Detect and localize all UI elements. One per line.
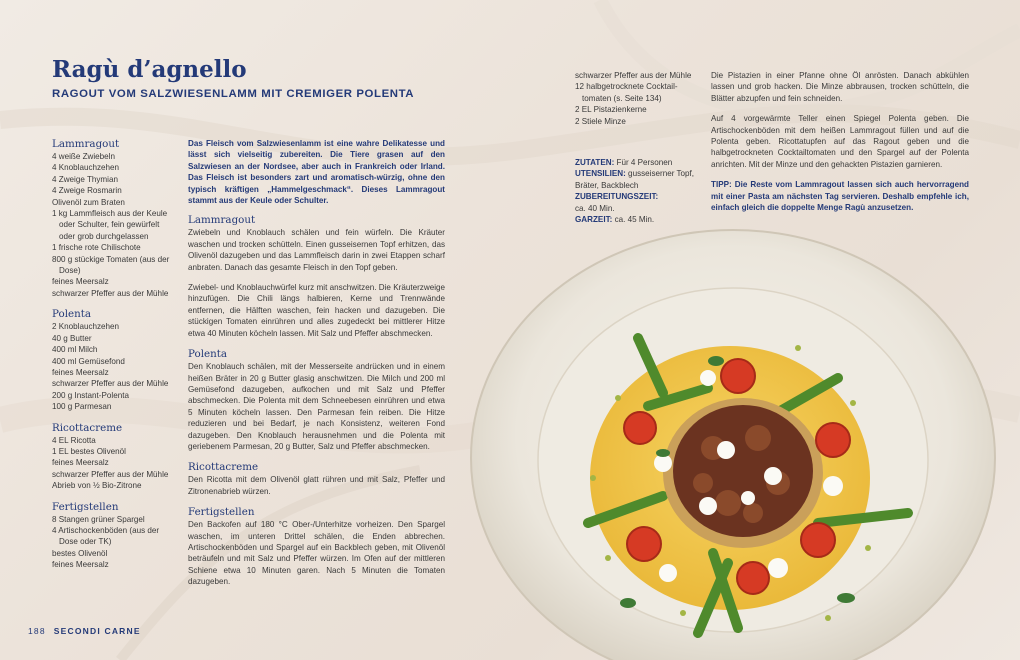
ingredient-item: 1 frische rote Chilischote (52, 243, 141, 253)
ingredient-item: 40 g Butter (52, 333, 92, 343)
ingredient-item: schwarzer Pfeffer aus der Mühle (52, 379, 169, 389)
ingredient-item: schwarzer Pfeffer aus der Mühle (52, 469, 169, 479)
ingredient-item: schwarzer Pfeffer aus der Mühle (575, 71, 692, 80)
ingredient-item: bestes Olivenöl (52, 548, 108, 558)
ingredient-item: feines Meersalz (52, 458, 109, 468)
ingredient-item: 8 Stangen grüner Spargel (52, 514, 145, 524)
info-value: gusseiserner Topf, Bräter, Backblech (575, 169, 695, 190)
method-paragraph: Den Knoblauch schälen, mit der Messerseite andrücken und in einem heißen Bräter in 20 g Butter glasig anschwitzen. Die Milch und 200 ml Gemüsefond dazugeben, aufkochen und mit Salz und Pfeffer abschmecken. Die Polenta mit dem Schneebesen einrühren und etwa 5 Minuten köcheln lassen. Den Parmesan fein reiben. Die Hitze reduzieren und bei Bedarf, je nach Konsistenz, weiteren Fond dazugeben. Den Knoblauch herausnehmen und die Polenta mit geriebenem Parmesan, 20 g Butter, Salz und Pfeffer abschmecken. (188, 362, 445, 451)
method-paragraph: Den Ricotta mit dem Olivenöl glatt rühren und mit Salz, Pfeffer und Zitronenabrieb würzen. (188, 475, 445, 496)
ingredient-item: tomaten (s. Seite 134) (582, 93, 662, 103)
ingredient-item: feines Meersalz (52, 367, 109, 377)
info-garzeit (575, 214, 700, 225)
ingredient-item: 2 Stiele Minze (575, 116, 626, 126)
tip-label: TIPP: (711, 180, 732, 190)
ingredients-heading-polenta: Polenta (52, 308, 92, 321)
ingredient-item: 200 g Instant-Polenta (52, 390, 129, 400)
info-zubereitungszeit (575, 191, 700, 202)
info-value: ca. 45 Min. (612, 215, 655, 225)
ingredient-item: 1 kg Lammfleisch aus der Keule (52, 209, 168, 219)
ingredient-item: 2 EL Pistazienkerne (575, 105, 647, 115)
final-steps-column (711, 70, 969, 213)
ingredient-item: 400 ml Gemüsefond (52, 356, 125, 366)
ingredient-item: feines Meersalz (52, 277, 109, 287)
info-zutaten (575, 157, 700, 168)
page-number: 188 (28, 626, 46, 636)
method-paragraph: Zwiebel- und Knoblauchwürfel kurz mit anschwitzen. Die Kräuterzweige hinzufügen. Die Chili längs halbieren, Kerne und Trennwände entfernen, die Hälften waschen, fein hacken und dazugeben. Die stückigen Tomaten einrühren und alles zugedeckt bei mittlerer Hitze etwa 40 Minuten köcheln lassen. Mit Salz und Pfeffer abschmecken. (188, 283, 445, 338)
section-name: SECONDI CARNE (53, 626, 141, 636)
ingredient-item: 2 Knoblauchzehen (52, 322, 120, 332)
ingredient-item: oder grob durchgelassen (59, 231, 149, 241)
method-heading-lammragout: Lammragout (188, 214, 256, 227)
ingredient-item: 100 g Parmesan (52, 402, 112, 412)
extra-ingredients-column (575, 70, 700, 225)
ingredient-item: Olivenöl zum Braten (52, 197, 125, 207)
recipe-title: Ragù d’agnello (52, 56, 247, 83)
info-label: ZUBEREITUNGSZEIT: (575, 192, 659, 202)
ingredient-item: 4 EL Ricotta (52, 435, 96, 445)
ingredient-item: 400 ml Milch (52, 345, 98, 355)
method-heading-ricottacreme: Ricottacreme (188, 461, 259, 474)
ingredient-item: 4 weiße Zwiebeln (52, 152, 115, 161)
ingredients-heading-fertigstellen: Fertigstellen (52, 500, 119, 513)
ingredient-item: Dose) (59, 266, 81, 276)
step-paragraph: Die Pistazien in einer Pfanne ohne Öl anrösten. Danach abkühlen lassen und grob hacken. Die Minze abbrausen, trocken schütteln, die Blätter abzupfen und fein schneiden. (711, 71, 969, 103)
intro-paragraph: Das Fleisch vom Salzwiesenlamm ist eine wahre Delikatesse und lässt sich vielseitig zubereiten. Die Tiere grasen auf den Salzwiesen an der Nordsee, aber auch in Frankreich oder Irland. Das Fleisch ist besonders zart und aromatisch-würzig, ohne den typisch kräftigen „Hammelgeschmack“. Dieses Lammragout stammt aus der Keule oder Schulter. (188, 139, 445, 206)
ingredient-item: 12 halbgetrocknete Cocktail- (575, 82, 678, 92)
ingredient-item: feines Meersalz (52, 560, 109, 570)
method-paragraph: Den Backofen auf 180 °C Ober-/Unterhitze vorheizen. Den Spargel waschen, im unteren Drittel schälen, die Enden abbrechen. Artischockenböden und Spargel auf ein Backblech geben, mit Olivenöl beträufeln und mit Salz und Pfeffer würzen. Im Ofen auf der mittleren Schiene etwa 10 Minuten garen. Nach 5 Minuten die Tomaten dazugeben. (188, 520, 445, 587)
ingredient-item: 4 Knoblauchzehen (52, 163, 120, 173)
dish-photo (468, 228, 1020, 660)
ingredient-item: Dose oder TK) (59, 537, 112, 547)
ingredient-item: oder Schulter, fein gewürfelt (59, 220, 160, 230)
method-column (188, 138, 445, 588)
step-paragraph: Auf 4 vorgewärmte Teller einen Spiegel Polenta geben. Die Artischockenböden mit dem heißen Lammragout füllen und auf die Polenta geben. Ricottatupfen auf das Ragout geben und die halbgetrockneten Cocktailtomaten und den Spargel auf der Polenta anrichten. Mit der Minze und den gehackten Pistazien garnieren. (711, 114, 969, 169)
tip-text: Die Reste vom Lammragout lassen sich auch hervorragend mit einer Pasta am nächsten Tag servieren. Deshalb empfehle ich, einfach gleich die doppelte Menge Ragù anzusetzen. (711, 180, 969, 213)
ingredients-heading-ricottacreme: Ricottacreme (52, 421, 123, 434)
info-label: UTENSILIEN: (575, 169, 626, 179)
method-paragraph: Zwiebeln und Knoblauch schälen und fein würfeln. Die Kräuter waschen und trocken schütteln. Einen gusseisernen Topf erhitzen, das Olivenöl dazugeben und das Lammfleisch darin in zwei Etappen scharf anbraten. Danach das gesamte Fleisch in den Topf geben. (188, 228, 445, 272)
info-label: GARZEIT: (575, 215, 613, 225)
tip-paragraph (711, 179, 969, 213)
info-zubereitungszeit-value: ca. 40 Min. (575, 203, 615, 213)
info-label: ZUTATEN: (575, 158, 615, 168)
info-utensilien (575, 168, 700, 191)
ingredient-item: 1 EL bestes Olivenöl (52, 446, 126, 456)
page-footer (28, 626, 141, 636)
recipe-subtitle: RAGOUT VOM SALZWIESENLAMM MIT CREMIGER POLENTA (52, 88, 415, 100)
ingredient-item: 4 Artischockenböden (aus der (52, 525, 160, 535)
ingredient-item: 4 Zweige Rosmarin (52, 186, 122, 196)
ingredient-item: schwarzer Pfeffer aus der Mühle (52, 288, 169, 298)
ingredients-heading-lammragout: Lammragout (52, 138, 120, 150)
lamb-ragout (673, 405, 813, 537)
ingredient-item: Abrieb von ½ Bio-Zitrone (52, 481, 142, 491)
ingredient-item: 4 Zweige Thymian (52, 174, 118, 184)
method-heading-fertigstellen: Fertigstellen (188, 506, 255, 519)
ingredients-column (52, 138, 177, 571)
method-heading-polenta: Polenta (188, 348, 228, 361)
ingredient-item: 800 g stückige Tomaten (aus der (52, 254, 170, 264)
info-value: Für 4 Personen (614, 158, 673, 168)
